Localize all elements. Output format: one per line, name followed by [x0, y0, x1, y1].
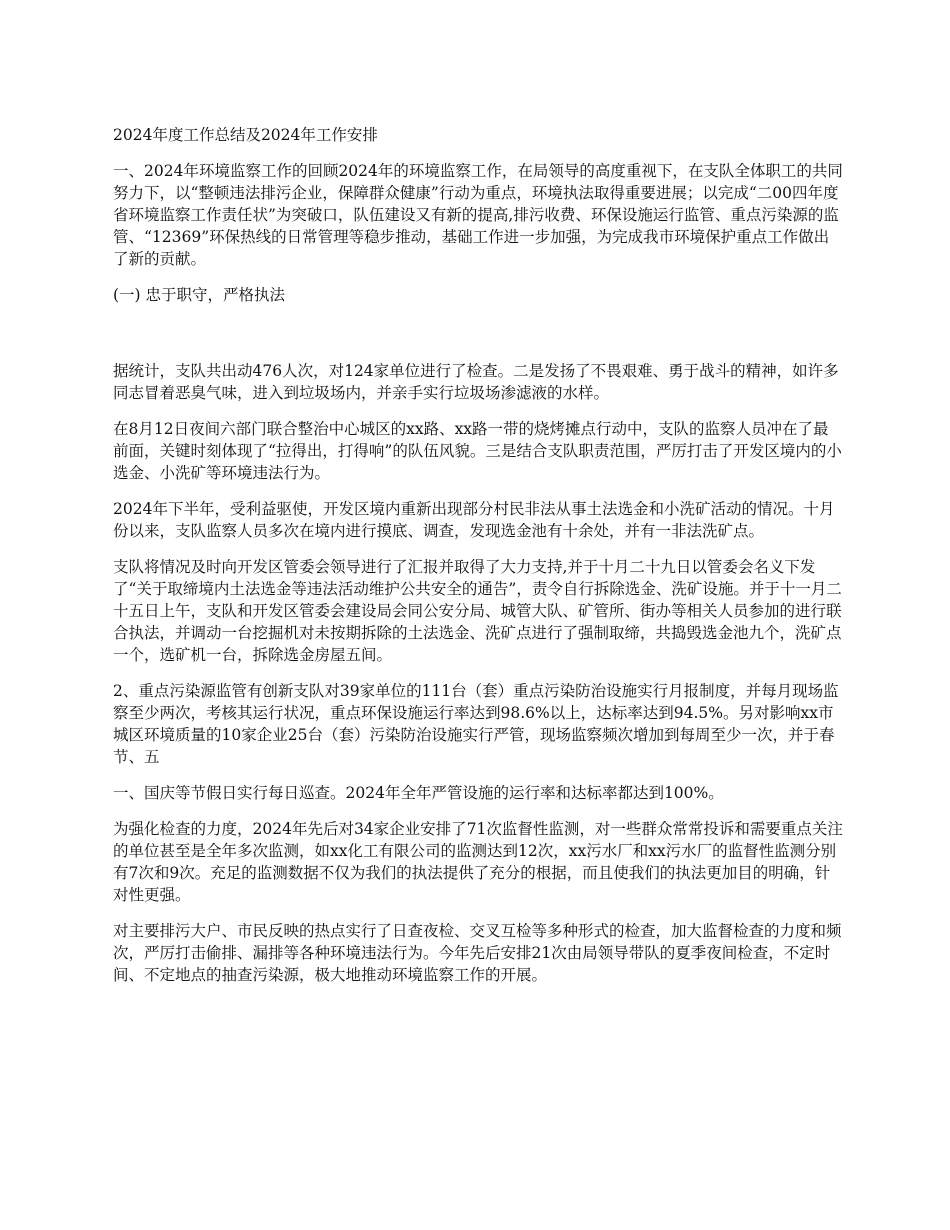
paragraph-joint-enforcement: 支队将情况及时向开发区管委会领导进行了汇报并取得了大力支持,并于十月二十九日以管委会名义下发了“关于取缔境内土法选金等违法活动维护公共安全的通告”，责令自行拆除选金、洗矿设施。并于十一月二十五日上午，支队和开发区管委会建设局会同公安分局、城管大队、矿管所、街办等相关人员参加的进行联合执法，并调动一台挖掘机对未按期拆除的土法选金、洗矿点进行了强制取缔，共捣毁选金池九个，洗矿点一个，选矿机一台，拆除选金房屋五间。 — [113, 558, 842, 664]
document-body — [113, 124, 843, 1000]
paragraph-monitoring: 为强化检查的力度，2024年先后对34家企业安排了71次监督性监测，对一些群众常常投诉和需要重点关注的单位甚至是全年多次监测，如xx化工有限公司的监测达到12次，xx污水厂和xx污水厂的监督性监测分别有7次和9次。充足的监测数据不仅为我们的执法提供了充分的根据，而且使我们的执法更加目的明确，针对性更强。 — [113, 820, 843, 904]
paragraph-review-intro: 一、2024年环境监察工作的回顾2024年的环境监察工作，在局领导的高度重视下，在支队全体职工的共同努力下，以“整顿违法排污企业，保障群众健康”行动为重点，环境执法取得重要进展；以完成“二00四年度省环境监察工作责任状”为突破口，队伍建设又有新的提高,排污收费、环保设施运行监管、重点污染源的监管、“12369”环保热线的日常管理等稳步推动，基础工作进一步加强，为完成我市环境保护重点工作做出了新的贡献。 — [113, 162, 843, 268]
paragraph-key-pollution-sources: 2、重点污染源监管有创新支队对39家单位的111台（套）重点污染防治设施实行月报制度，并每月现场监察至少两次，考核其运行状况，重点环保设施运行率达到98.6%以上，达标率达到94.5%。另对影响xx市城区环境质量的10家企业25台（套）污染防治设施实行严管，现场监察频次增加到每周至少一次，并于春节、五 — [113, 682, 839, 766]
blank-gap — [113, 320, 843, 360]
section-heading-duty: (一) 忠于职守，严格执法 — [113, 286, 286, 304]
document-title: 2024年度工作总结及2024年工作安排 — [113, 126, 378, 144]
paragraph-statistics: 据统计，支队共出动476人次，对124家单位进行了检查。二是发扬了不畏艰难、勇于战斗的精神，如许多同志冒着恶臭气味，进入到垃圾场内，并亲手实行垃圾场渗滤液的水样。 — [113, 362, 839, 402]
paragraph-night-checks: 对主要排污大户、市民反映的热点实行了日查夜检、交叉互检等多种形式的检查，加大监督检查的力度和频次，严厉打击偷排、漏排等各种环境违法行为。今年先后安排21次由局领导带队的夏季夜间检查，不定时间、不定地点的抽查污染源，极大地推动环境监察工作的开展。 — [113, 922, 842, 984]
paragraph-night-action: 在8月12日夜间六部门联合整治中心城区的xx路、xx路一带的烧烤摊点行动中，支队的监察人员冲在了最前面，关键时刻体现了“拉得出，打得响”的队伍风貌。三是结合支队职责范围，严厉打击了开发区境内的小选金、小洗矿等环境违法行为。 — [113, 420, 842, 482]
paragraph-holiday-inspection: 一、国庆等节假日实行每日巡查。2024年全年严管设施的运行率和达标率都达到100%。 — [113, 784, 724, 802]
paragraph-second-half: 2024年下半年，受利益驱使，开发区境内重新出现部分村民非法从事土法选金和小洗矿活动的情况。十月份以来，支队监察人员多次在境内进行摸底、调查，发现选金池有十余处，并有一非法洗矿点。 — [113, 500, 835, 540]
